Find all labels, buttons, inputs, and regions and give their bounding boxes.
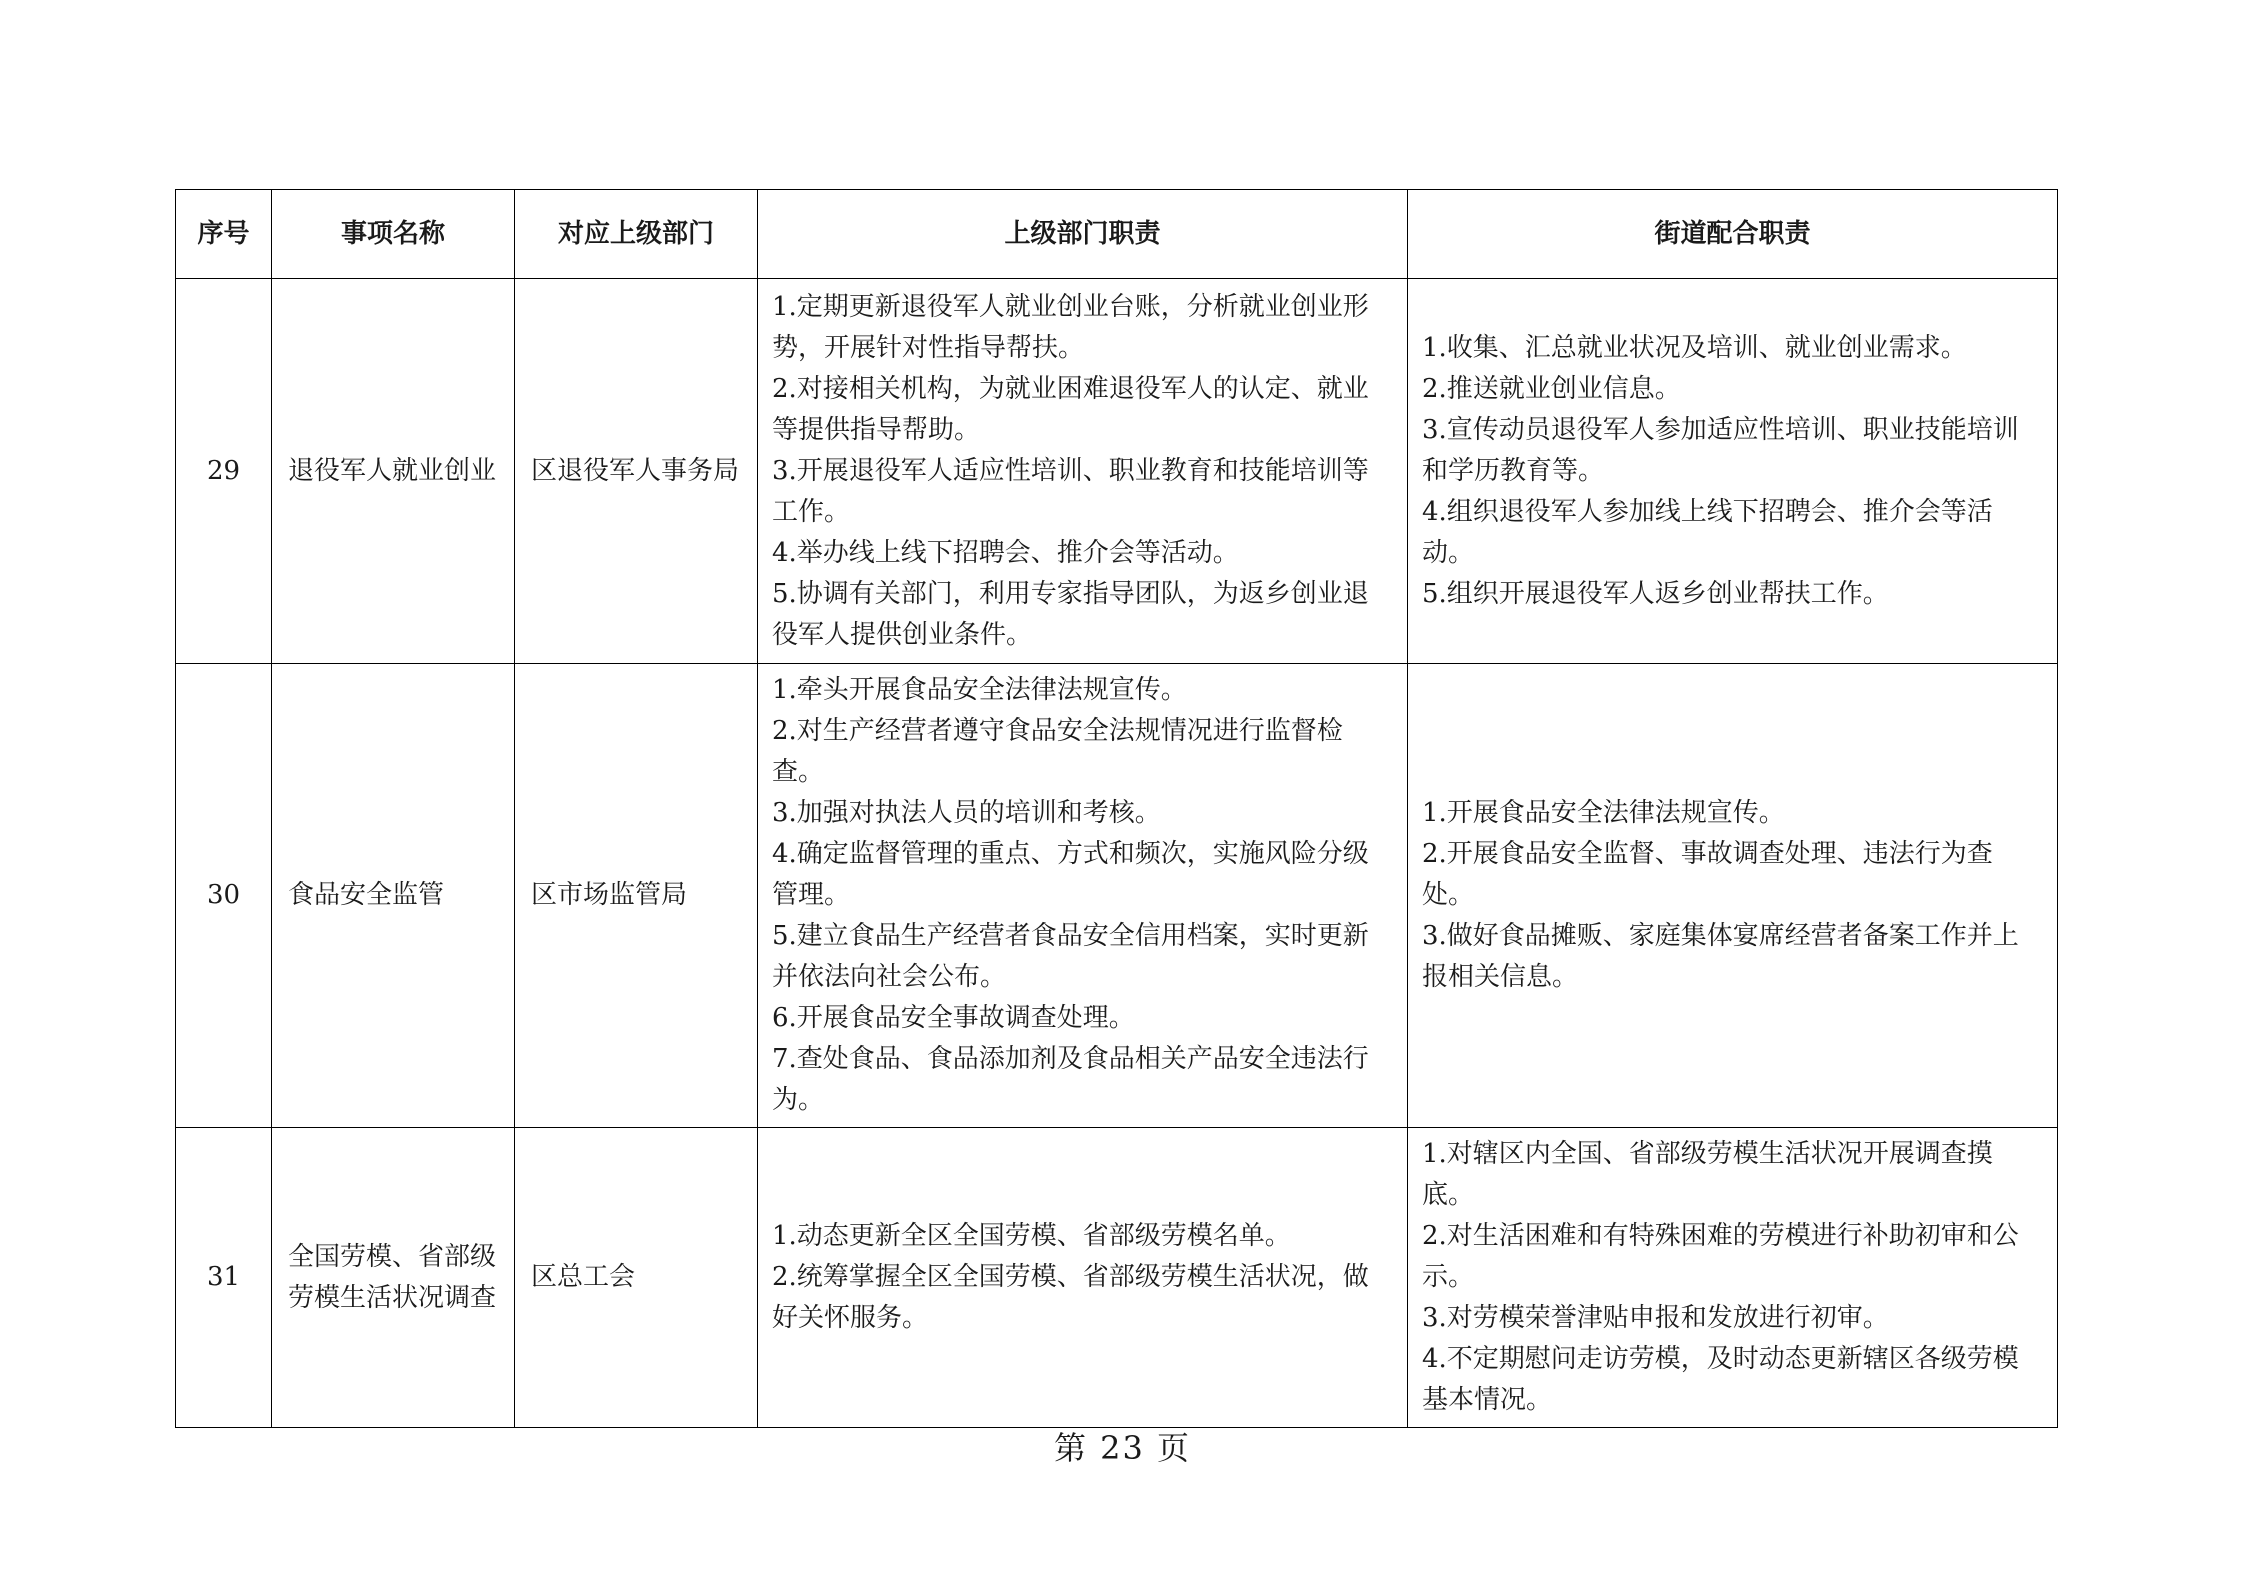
duty-item: 2.推送就业创业信息。 [1422,373,1681,404]
duty-item: 3.宣传动员退役军人参加适应性培训、职业技能培训和学历教育等。 [1422,414,2019,486]
duty-item: 3.做好食品摊贩、家庭集体宴席经营者备案工作并上报相关信息。 [1422,921,2019,992]
page-number: 第 23 页 [1053,1429,1192,1467]
row-upper-duties [758,279,1408,664]
duty-item: 3.对劳模荣誉津贴申报和发放进行初审。 [1422,1303,1889,1333]
row-seq: 31 [176,1128,272,1428]
row-seq: 30 [176,664,272,1128]
duty-item: 4.确定监督管理的重点、方式和频次，实施风险分级管理。 [772,839,1369,910]
duty-item: 3.开展退役军人适应性培训、职业教育和技能培训等工作。 [772,455,1369,527]
header-upper-dept: 对应上级部门 [515,190,758,279]
duty-item: 1.牵头开展食品安全法律法规宣传。 [772,675,1187,705]
duty-item: 1.收集、汇总就业状况及培训、就业创业需求。 [1422,332,1967,363]
header-upper-duties: 上级部门职责 [758,190,1408,279]
duty-item: 6.开展食品安全事故调查处理。 [772,1003,1135,1033]
row-upper-dept: 区市场监管局 [515,664,758,1128]
duty-item: 1.动态更新全区全国劳模、省部级劳模名单。 [772,1221,1291,1251]
header-street-duties: 街道配合职责 [1408,190,2058,279]
row-street-duties [1408,1128,2058,1428]
duty-item: 1.开展食品安全法律法规宣传。 [1422,798,1785,828]
duty-item: 2.对生活困难和有特殊困难的劳模进行补助初审和公示。 [1422,1221,2019,1292]
duty-item: 5.建立食品生产经营者食品安全信用档案，实时更新并依法向社会公布。 [772,921,1369,992]
header-seq: 序号 [176,190,272,279]
duty-item: 5.协调有关部门，利用专家指导团队，为返乡创业退役军人提供创业条件。 [772,578,1369,650]
duty-item: 4.不定期慰问走访劳模，及时动态更新辖区各级劳模基本情况。 [1422,1344,2019,1415]
row-item-name: 退役军人就业创业 [272,279,515,664]
duty-item: 2.统筹掌握全区全国劳模、省部级劳模生活状况，做好关怀服务。 [772,1262,1369,1333]
duty-item: 4.组织退役军人参加线上线下招聘会、推介会等活动。 [1422,496,1993,568]
row-item-name: 全国劳模、省部级劳模生活状况调查 [272,1128,515,1428]
row-upper-duties [758,664,1408,1128]
duty-item: 2.对接相关机构，为就业困难退役军人的认定、就业等提供指导帮助。 [772,373,1369,445]
row-upper-duties [758,1128,1408,1428]
row-item-name: 食品安全监管 [272,664,515,1128]
row-upper-dept: 区总工会 [515,1128,758,1428]
row-street-duties [1408,279,2058,664]
table-header-row [176,190,2058,279]
duty-item: 7.查处食品、食品添加剂及食品相关产品安全违法行为。 [772,1044,1369,1115]
table-row [176,664,2058,1128]
row-upper-dept: 区退役军人事务局 [515,279,758,664]
row-street-duties [1408,664,2058,1128]
duty-item: 2.对生产经营者遵守食品安全法规情况进行监督检查。 [772,716,1343,787]
duty-item: 1.对辖区内全国、省部级劳模生活状况开展调查摸底。 [1422,1139,1993,1210]
duty-item: 3.加强对执法人员的培训和考核。 [772,798,1161,828]
duty-item: 4.举办线上线下招聘会、推介会等活动。 [772,537,1239,568]
duty-item: 1.定期更新退役军人就业创业台账，分析就业创业形势，开展针对性指导帮扶。 [772,291,1369,363]
row-seq: 29 [176,279,272,664]
duty-item: 2.开展食品安全监督、事故调查处理、违法行为查处。 [1422,839,1993,910]
header-item-name: 事项名称 [272,190,515,279]
table-row [176,279,2058,664]
table-row [176,1128,2058,1428]
duty-item: 5.组织开展退役军人返乡创业帮扶工作。 [1422,578,1889,609]
duty-table [175,189,2058,1428]
